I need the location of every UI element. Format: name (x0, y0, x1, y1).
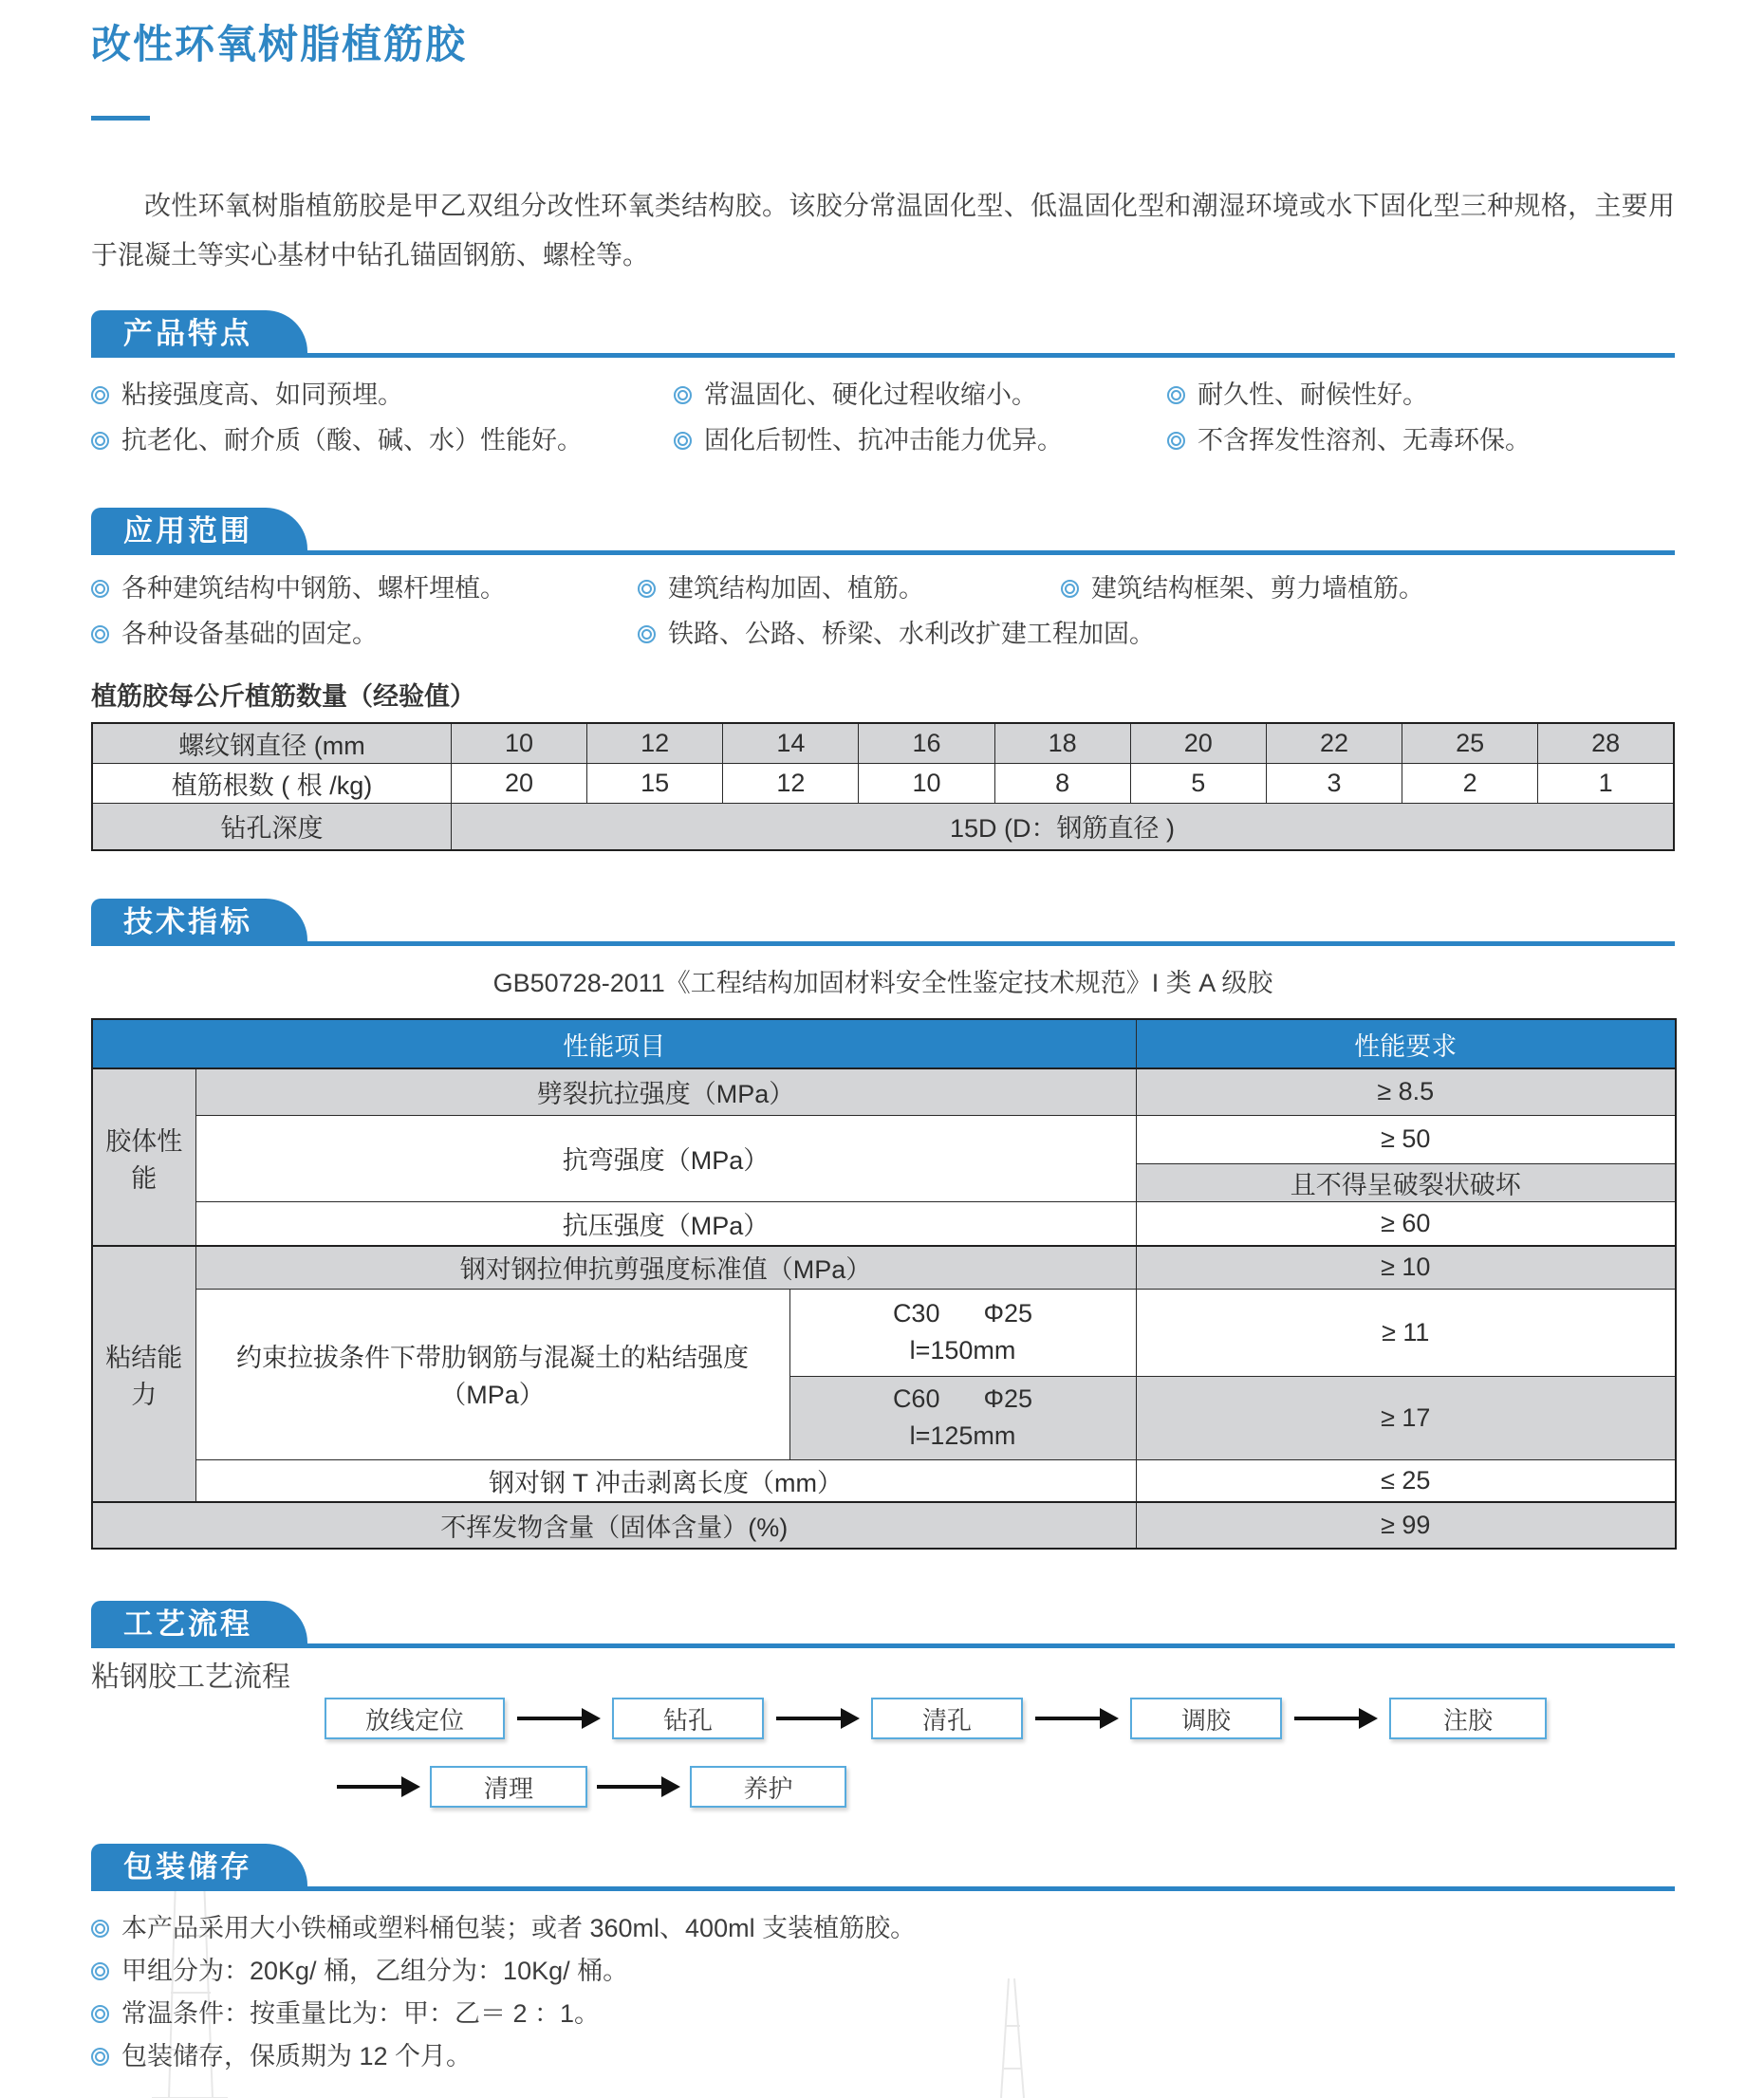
table-cell: 18 (994, 723, 1130, 763)
spec-row-req: 且不得呈破裂状破坏 (1136, 1163, 1676, 1201)
feature-text: 常温固化、硬化过程收缩小。 (704, 381, 1037, 409)
feature-text: 抗老化、耐介质（酸、碱、水）性能好。 (121, 426, 583, 455)
process-flow-row-1 (325, 1698, 1675, 1739)
list-item (1167, 424, 1675, 456)
packaging-text: 本产品采用大小铁桶或塑料桶包装；或者 360ml、400ml 支装植筋胶。 (121, 1914, 917, 1942)
bullseye-icon (674, 386, 692, 404)
spec-row-label: 钢对钢 T 冲击剥离长度（mm） (195, 1459, 1136, 1502)
process-step: 清孔 (871, 1698, 1023, 1739)
table-header-cell: 植筋根数 ( 根 /kg) (92, 763, 451, 803)
application-text: 建筑结构框架、剪力墙植筋。 (1091, 574, 1424, 603)
packaging-text: 包装储存，保质期为 12 个月。 (121, 2042, 473, 2070)
process-badge: 工艺流程 (91, 1601, 307, 1648)
bullseye-icon (91, 2005, 109, 2023)
list-item (1167, 379, 1675, 411)
list-item (91, 379, 674, 411)
list-item (91, 618, 638, 650)
table-cell: 15D (D：钢筋直径 ) (451, 803, 1674, 850)
list-item (91, 424, 674, 456)
rebar-table-title: 植筋胶每公斤植筋数量（经验值） (91, 682, 475, 711)
table-cell: 16 (859, 723, 994, 763)
spec-table (91, 1018, 1677, 1550)
feature-text: 粘接强度高、如同预埋。 (121, 381, 403, 409)
table-cell: 12 (587, 723, 723, 763)
bullseye-icon (1167, 432, 1185, 450)
table-cell: 8 (994, 763, 1130, 803)
bullseye-icon (638, 625, 656, 643)
process-subtitle: 粘钢胶工艺流程 (91, 1662, 290, 1693)
spec-row-req: ≥ 50 (1136, 1115, 1676, 1163)
table-cell: 15 (587, 763, 723, 803)
bullseye-icon (91, 625, 109, 643)
table-cell: 10 (451, 723, 586, 763)
process-flow-row-2 (327, 1766, 1675, 1808)
table-cell: 20 (451, 763, 586, 803)
list-item (91, 1912, 1675, 1944)
spec-row-req: ≥ 10 (1136, 1246, 1676, 1289)
rebar-count-table (91, 722, 1675, 851)
table-header-cell: 螺纹钢直径 (mm (92, 723, 451, 763)
section-header-packaging (91, 1844, 1675, 1891)
table-cell: 22 (1266, 723, 1402, 763)
bullseye-icon (1061, 580, 1079, 598)
section-header-applications (91, 508, 1675, 555)
spec-row-req: ≤ 25 (1136, 1459, 1676, 1502)
spec-condition-c60 (789, 1376, 1136, 1459)
embed-length: l=150mm (909, 1336, 1016, 1365)
table-cell: 25 (1402, 723, 1538, 763)
spec-row-req: ≥ 8.5 (1136, 1068, 1676, 1115)
list-item (638, 618, 1155, 650)
bullseye-icon (91, 580, 109, 598)
bullseye-icon (638, 580, 656, 598)
applications-list (91, 572, 1675, 650)
application-text: 各种建筑结构中钢筋、螺杆埋植。 (121, 574, 506, 603)
spec-condition-c30 (789, 1289, 1136, 1376)
list-item (91, 1955, 1675, 1987)
spec-col-item: 性能项目 (92, 1019, 1136, 1068)
table-cell: 10 (859, 763, 994, 803)
intro-paragraph: 改性环氧树脂植筋胶是甲乙双组分改性环氧类结构胶。该胶分常温固化型、低温固化型和潮湿环境或水下固化型三种规格，主要用于混凝土等实心基材中钻孔锚固钢筋、螺栓等。 (91, 191, 1675, 269)
list-item (91, 572, 638, 604)
packaging-text: 甲组分为：20Kg/ 桶，乙组分为：10Kg/ 桶。 (121, 1957, 629, 1985)
rebar-diameter: Φ25 (983, 1299, 1033, 1327)
right-arrow-icon (505, 1708, 612, 1729)
bullseye-icon (674, 432, 692, 450)
process-step: 养护 (690, 1766, 846, 1808)
application-text: 各种设备基础的固定。 (121, 620, 378, 648)
bullseye-icon (91, 386, 109, 404)
packaging-badge: 包装储存 (91, 1844, 307, 1891)
concrete-grade: C60 (892, 1384, 940, 1413)
spec-row-label: 劈裂抗拉强度（MPa） (195, 1068, 1136, 1115)
application-text: 建筑结构加固、植筋。 (668, 574, 924, 603)
features-list (91, 379, 1675, 456)
table-cell: 14 (723, 723, 859, 763)
right-arrow-icon (1023, 1708, 1130, 1729)
spec-row-label: 抗压强度（MPa） (195, 1201, 1136, 1246)
table-cell: 20 (1130, 723, 1266, 763)
bullseye-icon (1167, 386, 1185, 404)
section-header-process (91, 1601, 1675, 1648)
application-text: 铁路、公路、桥梁、水利改扩建工程加固。 (668, 620, 1155, 648)
applications-badge: 应用范围 (91, 508, 307, 555)
list-item (674, 379, 1167, 411)
process-step: 注胶 (1389, 1698, 1547, 1739)
spec-row-label: 钢对钢拉伸抗剪强度标准值（MPa） (195, 1246, 1136, 1289)
spec-table-caption: GB50728-2011《工程结构加固材料安全性鉴定技术规范》I 类 A 级胶 (492, 969, 1273, 997)
process-step: 调胶 (1130, 1698, 1282, 1739)
page-title: 改性环氧树脂植筋胶 (91, 22, 468, 66)
feature-text: 耐久性、耐候性好。 (1198, 381, 1428, 409)
rebar-diameter: Φ25 (983, 1384, 1033, 1413)
spec-group-bond: 粘结能力 (92, 1246, 195, 1502)
spec-row-label: 不挥发物含量（固体含量）(%) (92, 1502, 1136, 1549)
concrete-grade: C30 (892, 1299, 940, 1327)
table-cell: 2 (1402, 763, 1538, 803)
spec-row-label: 约束拉拔条件下带肋钢筋与混凝土的粘结强度（MPa） (195, 1289, 789, 1459)
list-item (638, 572, 1061, 604)
title-underline (91, 116, 150, 121)
table-cell: 5 (1130, 763, 1266, 803)
list-item (91, 1997, 1675, 2030)
bullseye-icon (91, 1962, 109, 1980)
specs-badge: 技术指标 (91, 899, 307, 946)
packaging-list (91, 1912, 1675, 2072)
right-arrow-icon (764, 1708, 871, 1729)
section-header-specs (91, 899, 1675, 946)
right-arrow-icon (587, 1776, 690, 1797)
right-arrow-icon (1282, 1708, 1389, 1729)
spec-row-req: ≥ 60 (1136, 1201, 1676, 1246)
feature-text: 固化后韧性、抗冲击能力优异。 (704, 426, 1063, 455)
process-step: 放线定位 (325, 1698, 505, 1739)
spec-col-req: 性能要求 (1136, 1019, 1676, 1068)
features-badge: 产品特点 (91, 310, 307, 358)
spec-group-gel: 胶体性能 (92, 1068, 195, 1246)
right-arrow-icon (327, 1776, 430, 1797)
packaging-text: 常温条件：按重量比为：甲：乙＝ 2 ：1。 (121, 1999, 601, 2028)
table-cell: 28 (1538, 723, 1674, 763)
list-item (674, 424, 1167, 456)
table-cell: 12 (723, 763, 859, 803)
process-step: 清理 (430, 1766, 587, 1808)
section-header-features (91, 310, 1675, 358)
process-step: 钻孔 (612, 1698, 764, 1739)
table-cell: 1 (1538, 763, 1674, 803)
table-header-cell: 钻孔深度 (92, 803, 451, 850)
table-cell: 3 (1266, 763, 1402, 803)
spec-row-req: ≥ 11 (1136, 1289, 1676, 1376)
feature-text: 不含挥发性溶剂、无毒环保。 (1198, 426, 1531, 455)
spec-row-req: ≥ 99 (1136, 1502, 1676, 1549)
spec-row-req: ≥ 17 (1136, 1376, 1676, 1459)
embed-length: l=125mm (909, 1421, 1016, 1450)
list-item (91, 2040, 1675, 2072)
bullseye-icon (91, 1920, 109, 1938)
bullseye-icon (91, 432, 109, 450)
list-item (1061, 572, 1675, 604)
spec-row-label: 抗弯强度（MPa） (195, 1115, 1136, 1201)
bullseye-icon (91, 2048, 109, 2066)
